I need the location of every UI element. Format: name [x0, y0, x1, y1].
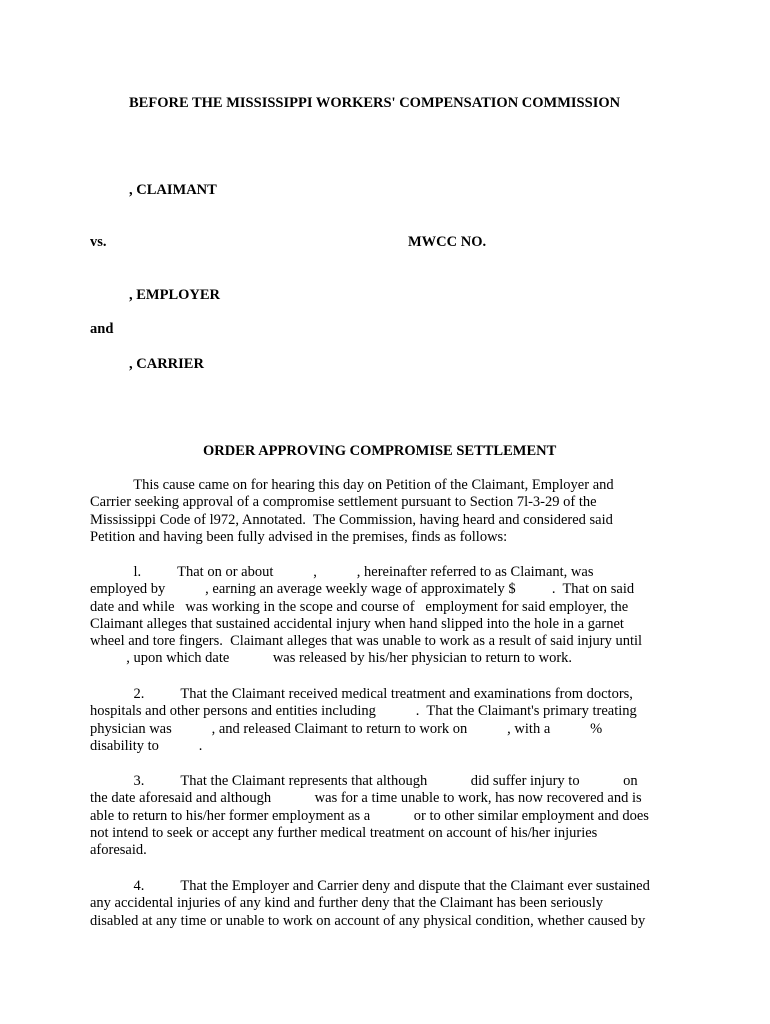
paragraph-line: able to return to his/her former employment as a or to other similar employment and does	[90, 807, 649, 824]
paragraph-line: Carrier seeking approval of a compromise settlement pursuant to Section 7l-3-29 of the	[90, 494, 597, 511]
commission-heading: BEFORE THE MISSISSIPPI WORKERS' COMPENSATION COMMISSION	[129, 95, 621, 111]
and-label: and	[90, 321, 114, 337]
paragraph-line: not intend to seek or accept any further medical treatment on account of his/her injuries	[90, 824, 598, 841]
paragraph-line: aforesaid.	[90, 842, 147, 859]
versus-label: vs.	[90, 234, 107, 250]
paragraph-line: disabled at any time or unable to work on account of any physical condition, whether caused by	[90, 912, 646, 929]
paragraph-line: This cause came on for hearing this day on Petition of the Claimant, Employer and	[90, 477, 614, 493]
paragraph-line: Mississippi Code of l972, Annotated. The Commission, having heard and considered said	[90, 511, 613, 528]
finding-paragraph-2	[90, 686, 690, 755]
paragraph-line: l. That on or about , , hereinafter referred to as Claimant, was	[90, 564, 594, 580]
employer-line: , EMPLOYER	[129, 287, 221, 303]
paragraph-line: Petition and having been fully advised in the premises, finds as follows:	[90, 528, 508, 545]
paragraph-line: date and while was working in the scope and course of employment for said employer, the	[90, 598, 629, 615]
order-title: ORDER APPROVING COMPROMISE SETTLEMENT	[203, 443, 557, 459]
finding-paragraph-3	[90, 773, 690, 859]
paragraph-line: hospitals and other persons and entities including . That the Claimant's primary treating	[90, 703, 637, 720]
finding-paragraph-1	[90, 564, 690, 668]
paragraph-line: employed by , earning an average weekly wage of approximately $ . That on said	[90, 581, 635, 598]
paragraph-line: 2. That the Claimant received medical treatment and examinations from doctors,	[90, 686, 633, 702]
paragraph-line: disability to .	[90, 737, 203, 754]
paragraph-line: wheel and tore fingers. Claimant alleges that was unable to work as a result of said injury until	[90, 633, 643, 650]
paragraph-line: Claimant alleges that sustained accidental injury when hand slipped into the hole in a garnet	[90, 615, 624, 632]
intro-paragraph	[90, 477, 690, 546]
carrier-line: , CARRIER	[129, 356, 204, 372]
paragraph-line: the date aforesaid and although was for a time unable to work, has now recovered and is	[90, 790, 642, 807]
case-number-label: MWCC NO.	[408, 234, 487, 250]
paragraph-line: 4. That the Employer and Carrier deny and dispute that the Claimant ever sustained	[90, 878, 650, 894]
paragraph-line: 3. That the Claimant represents that although did suffer injury to on	[90, 773, 638, 789]
paragraph-line: , upon which date was released by his/her physician to return to work.	[90, 650, 573, 667]
claimant-line: , CLAIMANT	[129, 182, 217, 198]
paragraph-line: any accidental injuries of any kind and further deny that the Claimant has been seriously	[90, 895, 603, 912]
finding-paragraph-4	[90, 878, 690, 930]
paragraph-line: physician was , and released Claimant to return to work on , with a %	[90, 720, 603, 737]
